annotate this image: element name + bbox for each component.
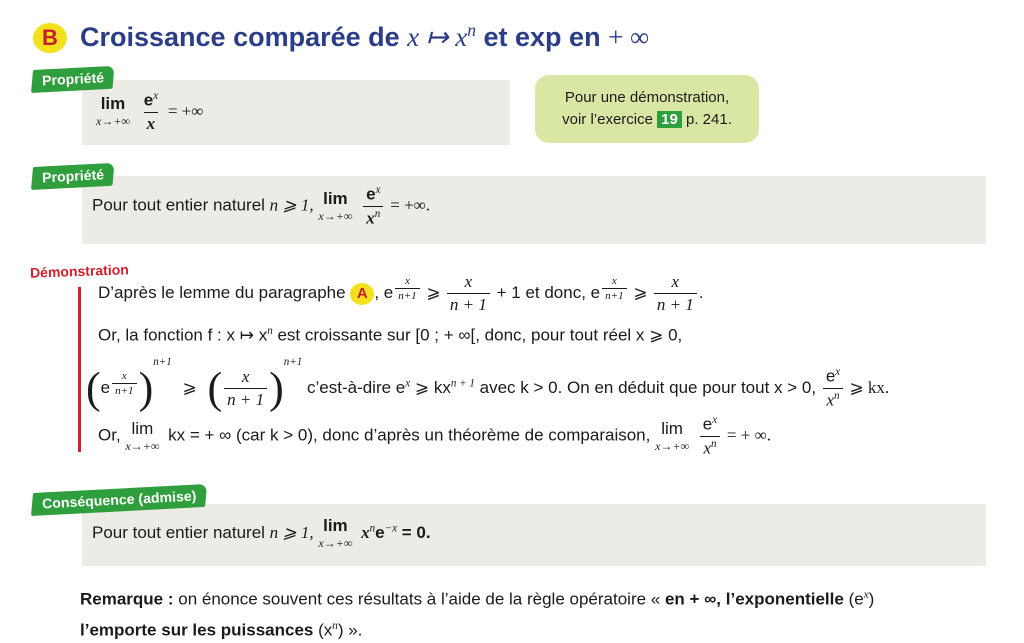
demo-line-3: (e $^{\frac{x}{n+1}}$ )$^{n+1}$ ⩾ ( $\frac{x}{n + 1}$ )$^{n+1}$ c’est-à-dire $e^x$ ⩾ $kx^{n + 1}$ avec k > 0. On en déduit que pour tout x > 0, $\frac{e^x}{x^n}$ ⩾ kx. [86, 356, 890, 413]
consequence-formula: Pour tout entier naturel n ⩾ 1, lim x→+∞ $x^ne^{-x} = 0$. [92, 516, 431, 550]
remark: Remarque : on énonce souvent ces résultats à l’aide de la règle opératoire « en + ∞, l’exponentielle $(e^x)$ l’emporte sur les puissances $(x^n)$ ». [80, 589, 875, 640]
paragraph-a-badge[interactable]: A [350, 283, 374, 305]
section-heading: Croissance comparée de x ↦ $x^n$ et exp en + ∞ [80, 20, 650, 52]
demo-line-1: D’après le lemme du paragraphe A , e $^{\frac{x}{n+1}}$ ⩾ $\frac{x}{n + 1}$ + 1 et donc, e $^{\frac{x}{n+1}}$ ⩾ $\frac{x}{n + 1}$ . [98, 272, 704, 314]
section-badge: B [33, 23, 67, 53]
property-2-formula: Pour tout entier naturel n ⩾ 1, lim x→+∞ $\frac{e^x}{x^n}$ = +∞. [92, 184, 431, 228]
consequence-tag: Conséquence (admise) [31, 484, 207, 516]
property-1-tag: Propriété [31, 66, 115, 93]
demonstration-title: Démonstration [29, 261, 130, 281]
demo-line-2: Or, la fonction f : x ↦ $x^n$ est croissante sur [0 ; + ∞[, donc, pour tout réel x ⩾ 0, [98, 325, 683, 345]
demo-line-4: Or, lim x→+∞ kx = + ∞ (car k > 0), donc d’après un théorème de comparaison, lim x→+∞ $\frac{e^x}{x^n}$ = + ∞. [98, 414, 771, 458]
exercise-link[interactable]: 19 [657, 111, 682, 128]
property-1-formula: lim x→+∞ $\frac{e^x}{x}$ = +∞ [96, 90, 204, 133]
property-2-tag: Propriété [31, 163, 115, 190]
demonstration-note: Pour une démonstration, voir l’exercice 19 p. 241. [535, 75, 759, 143]
demonstration-bar [78, 287, 81, 452]
